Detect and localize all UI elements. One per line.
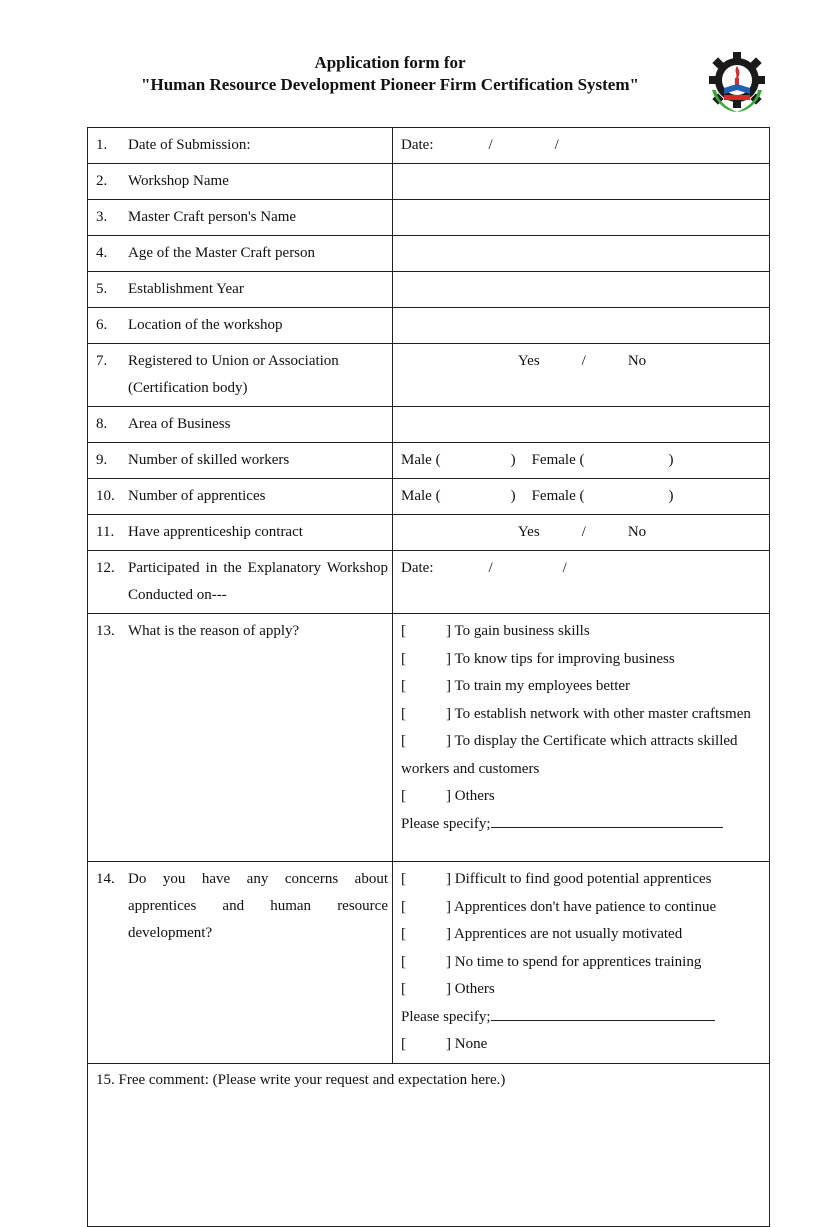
checkbox-close: ] (446, 871, 451, 887)
checkbox-open: [ (401, 953, 406, 970)
question-cell (88, 407, 393, 443)
no-option[interactable]: No (627, 524, 647, 540)
form-row-reason-of-apply (88, 614, 770, 862)
yes-option[interactable]: Yes (517, 524, 540, 540)
question-number: 14. (96, 871, 115, 887)
checkbox-close: ] (446, 981, 451, 997)
checkbox-close: ] (446, 1036, 451, 1052)
no-option[interactable]: No (627, 353, 647, 369)
form-row-workshop-name (88, 164, 770, 200)
reason-specify (401, 811, 763, 839)
question-cell (88, 200, 393, 236)
question-cell (88, 479, 393, 515)
master-name-field[interactable] (393, 200, 770, 236)
title-line-1: Application form for (314, 53, 466, 72)
question-cell (88, 862, 393, 1064)
option-label: To establish network with other master craftsmen (454, 705, 751, 722)
question-number: 3. (96, 209, 108, 225)
form-row-location (88, 308, 770, 344)
yes-option[interactable]: Yes (517, 353, 540, 369)
question-number: 9. (96, 452, 108, 468)
date-separator: / (562, 560, 567, 576)
question-label: Location of the workshop (128, 317, 283, 333)
question-label: Registered to Union or Association (Certification body) (128, 353, 339, 396)
option-label: None (454, 1036, 488, 1052)
question-number: 2. (96, 173, 108, 189)
specify-label: Please specify; (401, 1008, 491, 1025)
reason-options (393, 614, 770, 862)
question-label: Establishment Year (128, 281, 244, 297)
option-label: To gain business skills (454, 623, 590, 639)
workshop-name-field[interactable] (393, 164, 770, 200)
date-of-submission-field[interactable] (393, 128, 770, 164)
concern-option-none[interactable] (401, 1031, 763, 1059)
form-row-skilled-workers (88, 443, 770, 479)
checkbox-close: ] (446, 733, 451, 749)
organization-logo (704, 50, 770, 116)
area-of-business-field[interactable] (393, 407, 770, 443)
reason-option[interactable] (401, 783, 763, 811)
question-label: Area of Business (128, 416, 231, 432)
free-comment-field[interactable] (88, 1063, 770, 1226)
apprenticeship-contract-choice[interactable] (393, 515, 770, 551)
specify-input[interactable] (491, 1004, 715, 1021)
checkbox-close: ] (446, 623, 451, 639)
option-label: Apprentices don't have patience to continue (453, 898, 717, 915)
question-label: Age of the Master Craft person (128, 245, 316, 261)
date-separator: / (488, 560, 493, 576)
form-row-master-age (88, 236, 770, 272)
checkbox-close: ] (446, 678, 451, 694)
location-field[interactable] (393, 308, 770, 344)
date-separator: / (488, 137, 493, 153)
question-number: 10. (96, 488, 115, 504)
concern-specify (401, 1004, 763, 1032)
checkbox-open: [ (401, 733, 406, 749)
free-comment-label: 15. Free comment: (Please write your request and expectation here.) (96, 1071, 506, 1088)
question-number: 11. (96, 524, 115, 540)
concern-option[interactable] (401, 976, 763, 1004)
option-label: Others (454, 981, 495, 997)
explanatory-workshop-date-field[interactable] (393, 551, 770, 614)
concern-option[interactable] (401, 894, 763, 922)
date-separator: / (554, 137, 559, 153)
form-row-area-of-business (88, 407, 770, 443)
apprentices-count-field[interactable] (393, 479, 770, 515)
question-number: 6. (96, 317, 108, 333)
female-close: ) (668, 488, 674, 504)
registered-union-choice[interactable] (393, 344, 770, 407)
question-label: Participated in the Explanatory Workshop Conducted on--- (128, 560, 388, 603)
question-number: 4. (96, 245, 108, 261)
yes-no-separator: / (581, 524, 586, 540)
form-row-apprentices (88, 479, 770, 515)
option-label: No time to spend for apprentices training (454, 953, 702, 970)
question-cell (88, 443, 393, 479)
checkbox-open: [ (401, 981, 406, 997)
checkbox-open: [ (401, 788, 406, 804)
question-number: 8. (96, 416, 108, 432)
question-cell (88, 308, 393, 344)
option-label: To train my employees better (454, 678, 631, 694)
question-cell (88, 272, 393, 308)
checkbox-open: [ (401, 926, 406, 942)
male-close: ) (510, 488, 516, 504)
concern-options (393, 862, 770, 1064)
concern-option[interactable] (401, 949, 763, 977)
question-number: 1. (96, 137, 108, 153)
form-row-master-name (88, 200, 770, 236)
question-cell (88, 515, 393, 551)
checkbox-close: ] (446, 953, 451, 970)
question-label: Master Craft person's Name (128, 209, 297, 225)
concern-option[interactable] (401, 866, 763, 894)
question-cell (88, 164, 393, 200)
reason-option[interactable] (401, 618, 763, 646)
form-title (0, 52, 780, 96)
form-row-apprenticeship-contract (88, 515, 770, 551)
skilled-workers-count-field[interactable] (393, 443, 770, 479)
female-close: ) (668, 452, 674, 468)
female-label: Female ( (531, 488, 585, 504)
question-label: Do you have any concerns about apprentices and human resource development? (128, 871, 388, 941)
application-form-table (87, 127, 770, 1227)
question-cell (88, 551, 393, 614)
reason-option[interactable] (401, 646, 763, 674)
question-number: 12. (96, 560, 115, 576)
option-label: To display the Certificate which attracts skilled workers and customers (401, 733, 738, 777)
female-label: Female ( (531, 452, 585, 468)
question-number: 13. (96, 623, 115, 639)
question-cell (88, 128, 393, 164)
establishment-year-field[interactable] (393, 272, 770, 308)
question-label: Workshop Name (128, 173, 229, 189)
yes-no-separator: / (581, 353, 586, 369)
checkbox-open: [ (401, 898, 406, 915)
question-cell (88, 614, 393, 862)
question-label: Have apprenticeship contract (128, 524, 303, 540)
concern-option[interactable] (401, 921, 763, 949)
option-label: Apprentices are not usually motivated (453, 926, 683, 942)
checkbox-open: [ (401, 623, 406, 639)
question-label: Number of skilled workers (128, 452, 290, 468)
form-row-date-of-submission (88, 128, 770, 164)
form-row-establishment-year (88, 272, 770, 308)
option-label: Difficult to find good potential apprentices (454, 871, 712, 887)
question-number: 5. (96, 281, 108, 297)
question-label: What is the reason of apply? (128, 623, 300, 639)
question-number: 7. (96, 353, 108, 369)
question-label: Number of apprentices (128, 488, 266, 504)
form-row-registered-union (88, 344, 770, 407)
question-cell (88, 344, 393, 407)
form-row-concerns (88, 862, 770, 1064)
reason-option[interactable] (401, 673, 763, 701)
reason-option[interactable] (401, 701, 763, 729)
male-label: Male ( (401, 488, 441, 504)
specify-input[interactable] (491, 811, 723, 828)
form-row-explanatory-workshop (88, 551, 770, 614)
checkbox-open: [ (401, 705, 406, 722)
question-cell (88, 236, 393, 272)
master-age-field[interactable] (393, 236, 770, 272)
specify-label: Please specify; (401, 815, 491, 832)
checkbox-open: [ (401, 871, 406, 887)
option-label: Others (454, 788, 495, 804)
reason-option[interactable] (401, 728, 763, 783)
date-label: Date: (401, 137, 434, 153)
male-close: ) (510, 452, 516, 468)
question-label: Date of Submission: (128, 137, 251, 153)
checkbox-close: ] (446, 705, 451, 722)
form-row-free-comment (88, 1063, 770, 1226)
checkbox-close: ] (446, 788, 451, 804)
male-label: Male ( (401, 452, 441, 468)
checkbox-close: ] (446, 926, 451, 942)
checkbox-open: [ (401, 650, 406, 667)
date-label: Date: (401, 560, 434, 576)
checkbox-close: ] (446, 898, 451, 915)
title-line-2: "Human Resource Development Pioneer Firm Certification System" (141, 75, 639, 94)
option-label: To know tips for improving business (454, 650, 675, 667)
checkbox-open: [ (401, 1036, 406, 1052)
checkbox-close: ] (446, 650, 451, 667)
checkbox-open: [ (401, 678, 406, 694)
